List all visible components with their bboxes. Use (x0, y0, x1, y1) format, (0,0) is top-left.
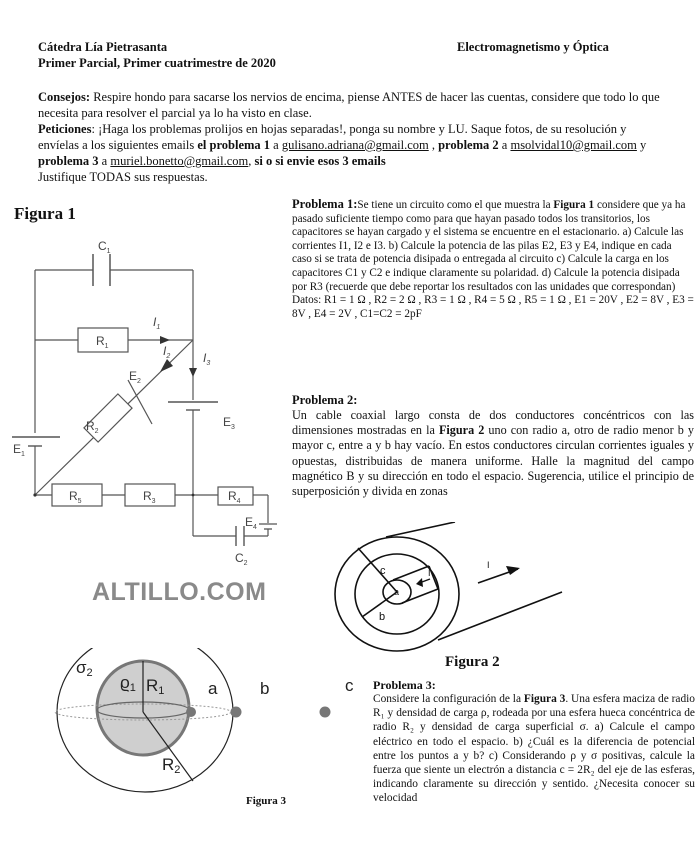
text-a: a (498, 138, 511, 152)
problem2-text-start: Un cable coaxial largo consta de dos conductores concéntricos con las dimensiones mostradas en la (292, 408, 694, 438)
label-i2: $I_2$ (163, 344, 171, 360)
current-arrow-i1 (160, 336, 170, 344)
label-b: b (260, 679, 270, 698)
requests-paragraph (38, 121, 663, 169)
problem3 (373, 678, 695, 806)
label-a: a (394, 587, 400, 597)
point-c (320, 707, 331, 718)
label-r1: R1 (146, 676, 165, 697)
advice-text: Respire hondo para sacarse los nervios de encima, piense ANTES de hacer las cuentas, considere que todo lo que necesita para resolver el parcial ya lo ha visto en clase. (38, 90, 660, 120)
label-i3: $I_3$ (203, 351, 211, 367)
must-send-note: si o si envie esos 3 emails (254, 154, 386, 168)
figure3-caption: Figura 3 (246, 795, 287, 807)
figure2-caption: Figura 2 (445, 654, 500, 670)
problem1 (292, 198, 694, 321)
label-e4: $E_4$ (245, 515, 257, 531)
label-e2: $E_2$ (129, 369, 141, 385)
text-y: y (636, 138, 647, 152)
subject-name: Electromagnetismo y Óptica (457, 40, 609, 54)
problem1-text-cont: considere que ya ha pasado suficiente tiempo como para que hayan pasado todos los transitorios, los capacitores se hayan cargado y el sistema se encuentre en el estacionario. a) Calcule las corrientes I1, I2 e I3. b) Calcule la potencia de las pilas E2, E3 y E4, indique en cada caso si se trata de potencia disipada o entregada al circuito c) Calcule la carga en los capacitores C1 y C2 e indique claramente su polaridad. d) Calcule la potencia disipada por R3 (recuerde que debe reportar los resultados con las unidades que correspondan) Datos: R1 = 1 Ω , R2 = 2 Ω , R3 = 1 Ω , R4 = 5 Ω , R5 = 1 Ω , E1 = 20V , E2 = 8V , E3 = 8V , E4 = 2V , C1=C2 = 2pF (292, 199, 694, 320)
figure1-circuit-diagram (0, 240, 285, 570)
label-rho: ϱ1 (120, 673, 136, 694)
separator: , (428, 138, 439, 152)
point-b (231, 707, 242, 718)
problem1-text: Se tiene un circuito como el que muestra la (357, 199, 554, 211)
figure1-title: Figura 1 (14, 204, 76, 223)
requests-label: Peticiones (38, 122, 92, 136)
figure2-coaxial-cable (330, 522, 700, 652)
figure3-ref: Figura 3 (523, 693, 566, 705)
label-b: b (379, 611, 386, 623)
instructions (38, 89, 663, 185)
chair-name: Cátedra Lía Pietrasanta (38, 40, 168, 54)
current-arrow-i3 (189, 368, 197, 377)
label-r2: R2 (162, 755, 181, 776)
problem2-ref: problema 2 (438, 138, 499, 152)
separator: , (248, 154, 255, 168)
label-c1: $C_1$ (98, 240, 111, 255)
problem2-label: Problema 2: (292, 393, 358, 407)
text-a: a (98, 154, 111, 168)
problem1-label: Problema 1: (292, 197, 358, 211)
label-c: c (380, 565, 386, 577)
justify-note: Justifique TODAS sus respuestas. (38, 170, 208, 184)
label-r4: $R_4$ (228, 489, 241, 505)
problem3-text (373, 692, 695, 806)
problem2-text (292, 408, 694, 499)
label-current-outer: I (487, 560, 490, 570)
advice-paragraph (38, 89, 663, 121)
figure3-spheres (50, 648, 370, 823)
text-a: a (270, 138, 282, 152)
advice-label: Consejos: (38, 90, 91, 104)
problem3-text-start: Considere la configuración de la (373, 693, 524, 705)
requests-text: : ¡Haga los problemas prolijos en hojas separadas!, ponga su nombre y LU. Saque fotos, de su resolución y envíelas a los siguientes emails (38, 122, 627, 152)
problem3-label: Problema 3: (373, 678, 436, 692)
label-r1: $R_1$ (96, 334, 109, 350)
email-link-problem3[interactable]: muriel.bonetto@gmail.com (110, 154, 249, 168)
label-r3: $R_3$ (143, 489, 156, 505)
problem1-ref: el problema 1 (197, 138, 271, 152)
exam-title: Primer Parcial, Primer cuatrimestre de 2020 (38, 56, 276, 70)
label-e3: $E_3$ (223, 415, 235, 431)
label-i1: $I_1$ (153, 315, 161, 331)
problem3-text-cont: . Una esfera maciza de radio R₁ y densidad de carga ρ, rodeada por una esfera hueca concéntrica de radio R₂ y densidad de carga superficial σ. a) Calcule el campo eléctrico en todo el espacio. b) ¿Cuál es la diferencia de potencial entre los puntos a y b? c) Considerando ρ y σ positivas, calcule la fuerza que siente un electrón a distancia c = 2R₂ del eje de las esferas, indicando claramente su dirección y sentido. ¿Necesita conocer su velocidad (373, 693, 696, 805)
point-a (186, 707, 196, 717)
label-r2: $R_2$ (86, 419, 99, 435)
email-link-problem2[interactable]: msolvidal10@gmail.com (510, 138, 637, 152)
label-r5: $R_5$ (69, 489, 82, 505)
email-link-problem1[interactable]: gulisano.adriana@gmail.com (281, 138, 429, 152)
problem2 (292, 393, 694, 499)
resistor-r2 (84, 394, 132, 442)
label-sigma: σ2 (76, 658, 93, 679)
problem2-text-cont: uno con radio a, otro de radio menor b y mayor c, entre a y b hay vacío. En estos conductores circulan corrientes iguales y opuestas, distribuidas de manera uniforme. Halle la magnitud del campo magnético B y su dirección en todo el espacio. Sugerencia, utilice el principio de superposición y divida en zonas (292, 423, 694, 499)
label-a: a (208, 679, 218, 698)
label-current-inner: I (428, 568, 431, 578)
figure2-ref: Figura 2 (438, 423, 485, 438)
label-e1: $E_1$ (13, 442, 25, 458)
watermark: ALTILLO.COM (92, 578, 267, 606)
problem3-ref: problema 3 (38, 154, 99, 168)
label-c: c (345, 676, 354, 695)
label-c2: $C_2$ (235, 551, 248, 567)
figure1-ref: Figura 1 (553, 199, 595, 211)
